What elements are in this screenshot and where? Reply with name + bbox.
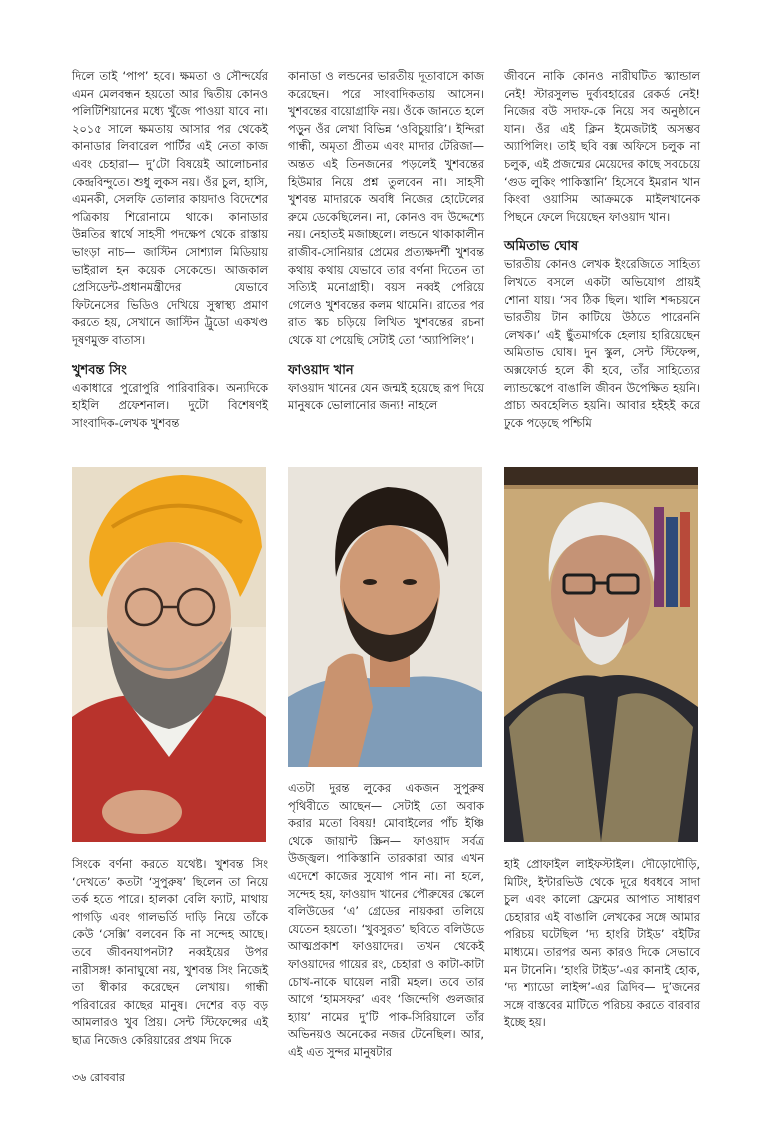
body-paragraph: দিলে তাই ‘পাপ’ হবে। ক্ষমতা ও সৌন্দর্যের এমন মেলবন্ধন হয়তো আর দ্বিতীয় কোনও পলিটিশিয়ানের মধ্যে খুঁজে পাওয়া যাবে না। ২০১৫ সালে ক্ষমতায় আসার পর থেকেই কানাডার লিবারেল পার্টির এই নেতা কাজ এবং চেহারা— দু’টো বিষয়েই আলোচনার কেন্দ্রবিন্দুতে। শুধু লুকস নয়। ওঁর চুল, হাসি, এমনকী, সেলফি তোলার কায়দাও বিদেশের পত্রিকায় শিরোনামে থাকে। কানাডার উন্নতির স্বার্থে সাহসী পদক্ষেপ থেকে রাস্তায় ভাংড়া নাচ— জাস্টিন সোশ্যাল মিডিয়ায় ভাইরাল হন কয়েক সেকেন্ডে। আজকাল প্রেসিডেন্ট-প্রধানমন্ত্রীদের যেভাবে ফিটনেসের ভিডিও দেখিয়ে সুস্বাস্থ্য প্রমাণ করতে হয়, সেখানে জাস্টিন ট্রুডো একখণ্ড দূষণমুক্ত বাতাস।	[72, 69, 268, 347]
body-paragraph: একাধারে পুরোপুরি পারিবারিক। অন্যদিকে হাইলি প্রফেশনাল। দুটো বিশেষণই সাংবাদিক-লেখক খুশবন্ত	[72, 380, 268, 430]
section-heading-khushwant-singh: খুশবন্ত সিং	[72, 362, 127, 378]
body-paragraph: ফাওয়াদ খানের যেন জন্মই হয়েছে রূপ দিয়ে মানুষকে ভোলানোর জন্য! নাহলে	[288, 380, 484, 413]
body-paragraph: এতটা দুরন্ত লুকের একজন সুপুরুষ পৃথিবীতে আছেন— সেটাই তো অবাক করার মতো বিষয়! মোবাইলের পাঁচ ইঞ্চি থেকে জায়ান্ট স্ক্রিন— ফাওয়াদ সর্বত্র উজ্জ্বল। পাকিস্তানি তারকারা আর এখন এদেশে কাজের সুযোগ পান না। না হলে, সন্দেহ হয়, ফাওয়াদ খানের পৌরুষের স্কেলে বলিউডের ‘এ’ গ্রেডের নায়করা তলিয়ে যেতেন হয়তো। ‘খুবসুরত’ ছবিতে বলিউডে আত্মপ্রকাশ ফাওয়াদের। তখন থেকেই ফাওয়াদের গায়ের রং, চেহারা ও কাটা-কাটা চোখ-নাকে ঘায়েল নারী মহল। তবে তার আগে ‘হামসফর’ এবং ‘জিন্দেগি গুলজার হ্যায়’ নামের দু’টি পাক-সিরিয়ালে তাঁর অভিনয়ও অনেকের নজর টেনেছিল। আর, এই এত সুন্দর মানুষটার	[288, 781, 484, 1059]
page-folio: ৩৬ রোববার	[72, 1071, 125, 1084]
amitav-ghosh-photo	[504, 467, 698, 842]
column-3-bottom	[504, 856, 700, 1032]
section-heading-amitav-ghosh: অমিতাভ ঘোষ	[504, 239, 579, 255]
khushwant-singh-photo	[72, 467, 266, 842]
column-2-bottom	[288, 780, 484, 1062]
section-heading-fawad-khan: ফাওয়াদ খান	[288, 362, 354, 378]
body-paragraph: জীবনে নাকি কোনও নারীঘটিত স্ক্যান্ডাল নেই! স্টারসুলভ দুর্ব্যবহারের রেকর্ড নেই! নিজের বউ সদাফ-কে নিয়ে সব অনুষ্ঠানে যান। ওঁর এই ক্লিন ইমেজটাই অসম্ভব অ্যাপিলিং। তাই ছবি বক্স অফিসে চলুক না চলুক, এই প্রজন্মের মেয়েদের কাছে সবচেয়ে ‘গুড লুকিং পাকিস্তানি’ হিসেবে ইমরান খান কিংবা ওয়াসিম আক্রমকে মাইলখানেক পিছনে ফেলে দিয়েছেন ফাওয়াদ খান।	[504, 69, 700, 224]
body-paragraph: কানাডা ও লন্ডনের ভারতীয় দূতাবাসে কাজ করেছেন। পরে সাংবাদিকতায় আসেন। খুশবন্তের বায়োগ্রাফি নয়। ওঁকে জানতে হলে পড়ুন ওঁর লেখা বিভিন্ন ‘ওবিচুয়ারি’। ইন্দিরা গান্ধী, অমৃতা প্রীতম এবং মাদার টেরিজা— অন্তত এই তিনজনের পড়লেই খুশবন্তের হিউমার নিয়ে প্রশ্ন তুলবেন না। সাহসী খুশবন্ত মাদারকে অবধি নিজের হোটেলের রুমে ডেকেছিলেন। না, কোনও বদ উদ্দেশ্যে নয়। নেহাতই মজাচ্ছলে। লন্ডনে থাকাকালীন রাজীব-সোনিয়ার প্রেমের প্রত্যক্ষদর্শী খুশবন্ত কথায় কথায় যেভাবে তার বর্ণনা দিতেন তা সত্যিই মনোগ্রাহী। বয়স নব্বই পেরিয়ে গেলেও খুশবন্তের কলম থামেনি। রাতের পর রাত স্কচ চড়িয়ে লিখিত খুশবন্তের রচনা থেকে যা পেয়েছি সেটাই তো ‘অ্যাপিলিং’।	[288, 69, 484, 347]
column-1-bottom	[72, 856, 268, 1050]
column-3-top	[504, 68, 700, 432]
body-paragraph: ভারতীয় কোনও লেখক ইংরেজিতে সাহিত্য লিখতে বসলে একটা অভিযোগ প্রায়ই শোনা যায়। ‘সব ঠিক ছিল। খালি শব্দচয়নে ভারতীয় টান কাটিয়ে উঠতে পারেননি লেখক।’ এই ছুঁতমার্গকে হেলায় হারিয়েছেন অমিতাভ ঘোষ। দুন স্কুল, সেন্ট স্টিফেন্স, অক্সফোর্ড হলে কী হবে, তাঁর সাহিত্যের ল্যান্ডস্কেপে বাঙালি জীবন উপেক্ষিত হয়নি। প্রাচ্য অবহেলিত হয়নি। আবার হইহই করে ঢুকে পড়েছে পশ্চিমি	[504, 257, 700, 430]
body-paragraph: সিংকে বর্ণনা করতে যথেষ্ট। খুশবন্ত সিং ‘দেখতে’ কতটা ‘সুপুরুষ’ ছিলেন তা নিয়ে তর্ক হতে পারে। হালকা বেলি ফ্যাট, মাথায় পাগড়ি এবং গালভর্তি দাড়ি নিয়ে তাঁকে কেউ ‘সেক্সি’ বলবেন কি না সন্দেহ আছে। তবে জীবনযাপনটা? নব্বইয়ের উপর নারীসঙ্গ! কানাঘুষো নয়, খুশবন্ত সিং নিজেই তা স্বীকার করেছেন লেখায়। গান্ধী পরিবারের কাছের মানুষ। দেশের বড় বড় আমলারও খুব প্রিয়। সেন্ট স্টিফেন্সের এই ছাত্র নিজেও কেরিয়ারের প্রথম দিকে	[72, 857, 268, 1047]
column-2-top	[288, 68, 484, 415]
column-1-top	[72, 68, 268, 432]
fawad-khan-photo	[288, 467, 482, 767]
body-paragraph: হাই প্রোফাইল লাইফস্টাইল। দৌড়োদৌড়ি, মিটিং, ইন্টারভিউ থেকে দূরে ধবধবে সাদা চুল এবং কালো ফ্রেমের আপাত সাধারণ চেহারার এই বাঙালি লেখকের সঙ্গে আমার পরিচয় ঘটেছিল ‘দ্য হাংরি টাইড’ বইটির মাধ্যমে। তারপর অন্য কারও দিকে সেভাবে মন টানেনি। ‘হাংরি টাইড’-এর কানাই হোক, ‘দ্য শ্যাডো লাইন্স’-এর ত্রিদিব— দু’জনের সঙ্গে বাস্তবের মাটিতে পরিচয় করতে বারবার ইচ্ছে হয়।	[504, 857, 700, 1030]
